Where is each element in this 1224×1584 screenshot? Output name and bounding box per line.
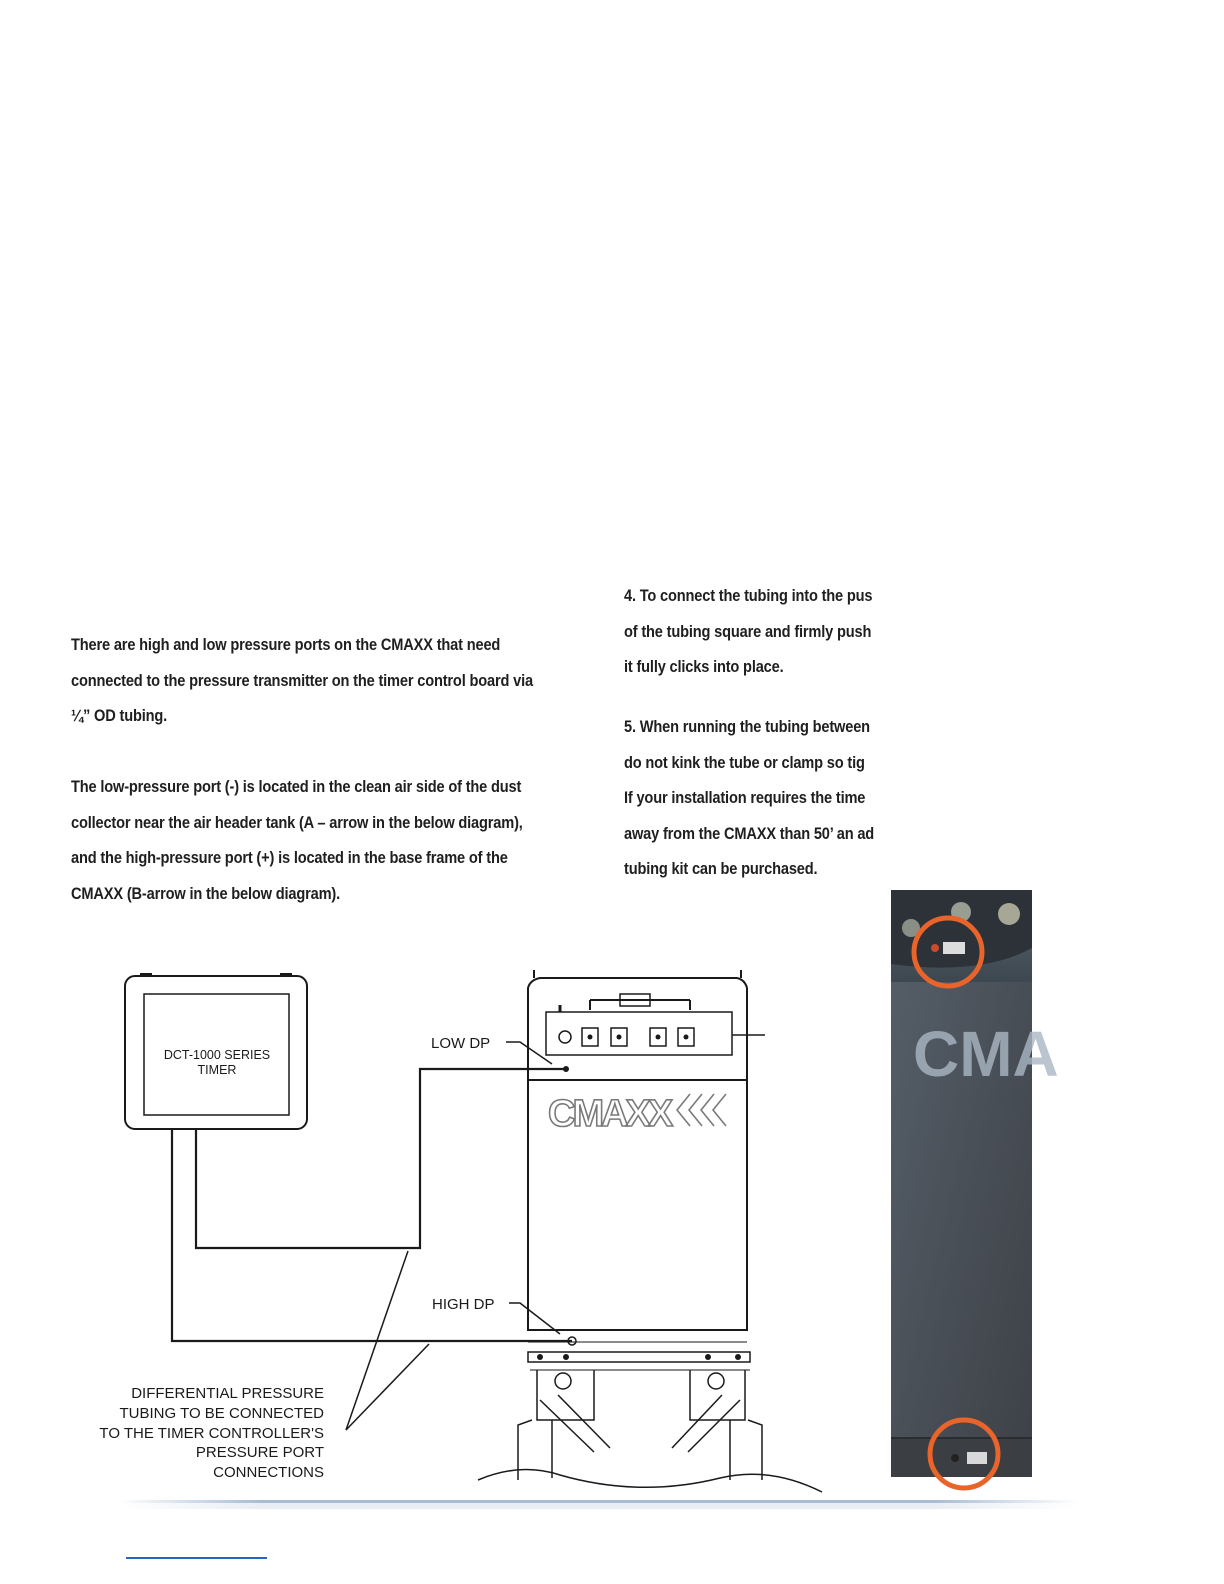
high-dp-label: HIGH DP (432, 1296, 495, 1313)
footer-link-underline[interactable] (126, 1557, 267, 1559)
right-column (624, 578, 896, 888)
low-port-highlight (914, 918, 982, 986)
cmaxx-logo-outline: CMAXX (548, 1093, 671, 1135)
text-line: CMAXX (B-arrow in the below diagram). (71, 883, 341, 903)
timer-label-line1: DCT-1000 SERIES (163, 1048, 271, 1062)
step-5-paragraph (624, 709, 874, 887)
low-dp-label: LOW DP (431, 1035, 491, 1052)
text-line: There are high and low pressure ports on the CMAXX that need (71, 635, 501, 654)
step-4-paragraph (624, 578, 872, 685)
port-photo (891, 890, 1059, 1477)
text-line: If your installation requires the time (624, 788, 866, 807)
low-tubing-line (196, 1069, 566, 1248)
text-line: 4. To connect the tubing into the pus (624, 586, 873, 605)
tubing-note-line: PRESSURE PORT (195, 1444, 324, 1461)
timer-label-line2: TIMER (197, 1063, 237, 1077)
photo-cmaxx-logo: CMA (913, 1018, 1059, 1090)
tubing-note-line: TUBING TO BE CONNECTED (119, 1405, 324, 1422)
text-line: The low-pressure port (-) is located in the clean air side of the dust (71, 777, 522, 796)
text-line: away from the CMAXX than 50’ an ad (624, 823, 875, 843)
tubing-note (99, 1385, 324, 1481)
text-line: 5. When running the tubing between (624, 717, 870, 736)
tubing-note-line: DIFFERENTIAL PRESSURE (131, 1385, 324, 1402)
high-port-highlight (930, 1420, 998, 1488)
high-tubing-line (172, 1129, 572, 1341)
text-line: it fully clicks into place. (624, 657, 784, 676)
highlight-overlay (891, 890, 1032, 1477)
tubing-note-line: TO THE TIMER CONTROLLER'S (99, 1425, 324, 1442)
tubing-note-line: CONNECTIONS (213, 1464, 324, 1481)
text-line: collector near the air header tank (A – arrow in the below diagram), (71, 812, 523, 832)
text-line: tubing kit can be purchased. (624, 859, 818, 878)
text-line: ¼” OD tubing. (71, 706, 168, 725)
tubing-diagram (0, 880, 880, 1500)
text-line: connected to the pressure transmitter on the timer control board via (71, 670, 533, 690)
text-line: of the tubing square and firmly push (624, 621, 872, 641)
intro-paragraph (71, 627, 533, 734)
footer-rule (118, 1497, 1078, 1511)
text-line: do not kink the tube or clamp so tig (624, 752, 865, 772)
text-line: and the high-pressure port (+) is located in the base frame of the (71, 848, 508, 867)
